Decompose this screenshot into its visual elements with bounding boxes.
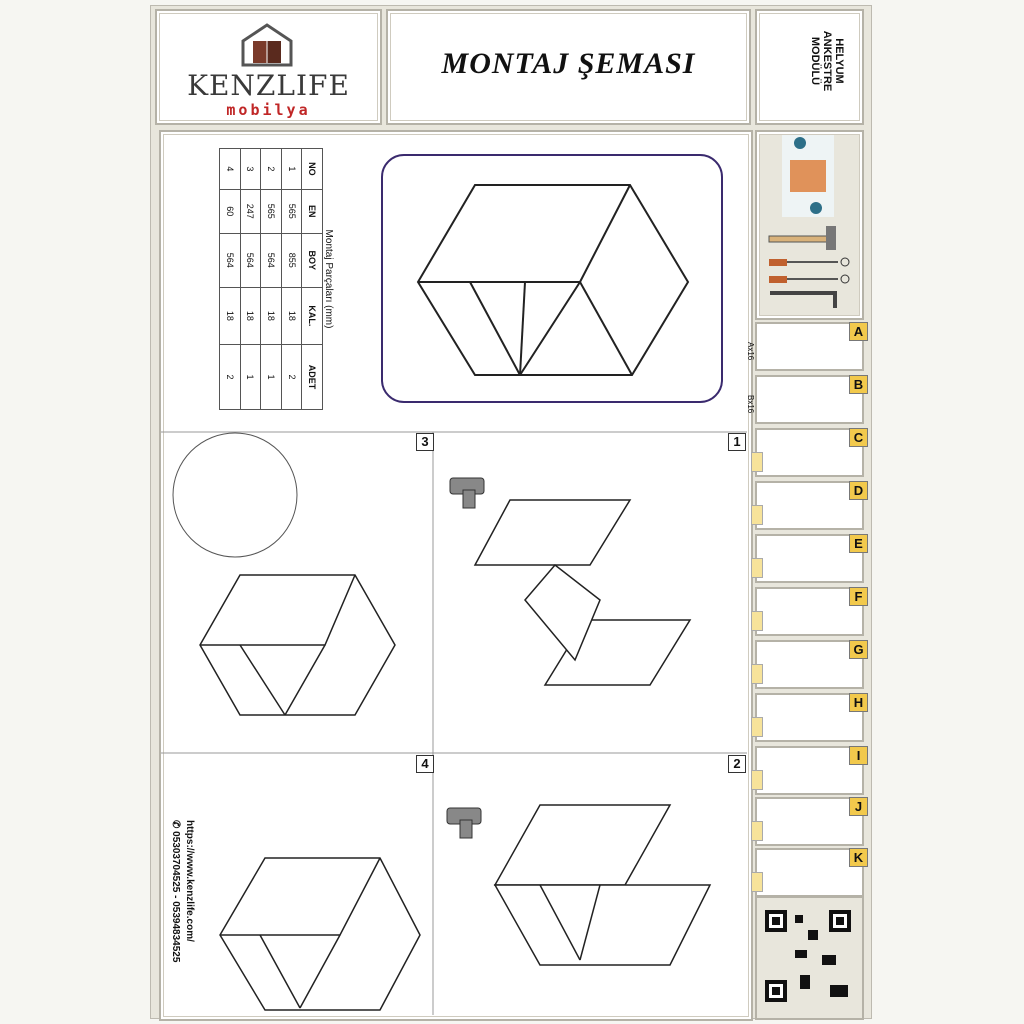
step-number: 1 [728, 433, 746, 451]
page-title: MONTAJ ŞEMASI [441, 47, 696, 80]
drill-icon [450, 478, 484, 508]
qr-panel [755, 896, 864, 1020]
table-cell: 3 [240, 149, 261, 190]
hardware-slot-k [755, 848, 864, 897]
module-line: HELYUM [833, 38, 845, 84]
hardware-letter: G [849, 640, 868, 659]
step2-drawing [495, 805, 710, 965]
table-cell: 2 [281, 345, 302, 410]
table-header: NO [302, 149, 323, 190]
table-cell: 565 [281, 189, 302, 233]
table-cell: 2 [261, 149, 282, 190]
table-cell: 1 [261, 345, 282, 410]
hardware-slot-j [755, 797, 864, 846]
step-number: 3 [416, 433, 434, 451]
table-cell: 2 [220, 345, 241, 410]
hardware-letter: E [849, 534, 868, 553]
brand-name: KENZLIFE [187, 69, 350, 102]
table-header: BOY [302, 233, 323, 287]
table-cell: 564 [261, 233, 282, 287]
hardware-letter: B [849, 375, 868, 394]
hardware-note: Bx16 [746, 395, 755, 414]
table-cell: 60 [220, 189, 241, 233]
step3-drawing [200, 575, 395, 715]
table-header: EN [302, 189, 323, 233]
step4-drawing [220, 858, 420, 1010]
tools-panel [755, 130, 864, 320]
hardware-slot-d [755, 481, 864, 530]
hardware-slot-e [755, 534, 864, 583]
hardware-letter: K [849, 848, 868, 867]
contact-info [160, 820, 200, 1010]
hardware-slot-i [755, 746, 864, 795]
hardware-letter: H [849, 693, 868, 712]
hardware-letter: D [849, 481, 868, 500]
table-cell: 247 [240, 189, 261, 233]
brand-subtitle: mobilya [226, 101, 311, 119]
hardware-note: Ax16 [746, 342, 755, 361]
table-caption: Montaj Parçaları (mm) [323, 229, 334, 329]
hardware-slot-c [755, 428, 864, 477]
drill-icon [447, 808, 481, 838]
table-cell: 855 [281, 233, 302, 287]
hardware-letter: J [849, 797, 868, 816]
hardware-slot-a [746, 322, 864, 371]
module-line: MODÜLÜ [809, 36, 821, 86]
table-header: KAL. [302, 287, 323, 344]
hardware-slot-f [755, 587, 864, 636]
table-cell: 564 [220, 233, 241, 287]
detail-circle [173, 433, 297, 557]
module-line: ANKESTRE [821, 30, 833, 92]
hardware-slot-g [755, 640, 864, 689]
hardware-letter: A [849, 322, 868, 341]
table-cell: 1 [281, 149, 302, 190]
hardware-letter: I [849, 746, 868, 765]
step1-drawing [475, 500, 690, 685]
step-number: 2 [728, 755, 746, 773]
website-url: https://www.kenzlife.com/ [184, 820, 195, 942]
hardware-letter: F [849, 587, 868, 606]
table-cell: 564 [240, 233, 261, 287]
hardware-letter: C [849, 428, 868, 447]
table-header: ADET [302, 345, 323, 410]
table-cell: 18 [281, 287, 302, 344]
hardware-slot-h [755, 693, 864, 742]
table-cell: 565 [261, 189, 282, 233]
table-cell: 4 [220, 149, 241, 190]
table-cell: 18 [261, 287, 282, 344]
overview-unit [418, 185, 688, 375]
table-cell: 18 [220, 287, 241, 344]
table-cell: 1 [240, 345, 261, 410]
step-number: 4 [416, 755, 434, 773]
hardware-slot-b [746, 375, 864, 424]
table-cell: 18 [240, 287, 261, 344]
phone-icon: ✆ [170, 820, 181, 832]
phone-numbers: 05303704525 - 05394834525 [170, 831, 181, 963]
